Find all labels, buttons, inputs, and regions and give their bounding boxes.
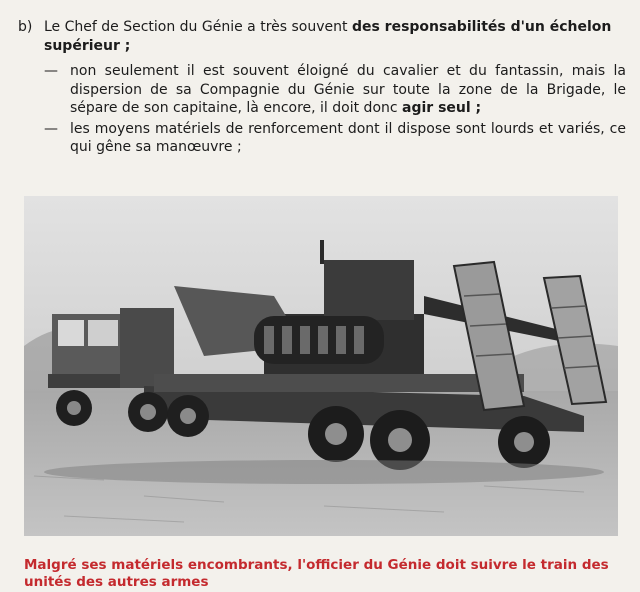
bullet-text: les moyens matériels de renforcement dont il dispose sont lourds et variés, ce qui gêne sa manœuvre ; [70,120,626,155]
paragraph-b-body [44,18,626,56]
photo-caption: Malgré ses matériels encombrants, l'officier du Génie doit suivre le train des unités des autres armes [24,557,609,590]
paragraph-b-emphasis: des responsabilités d'un échelon supérieur ; [44,19,612,54]
paragraph-b-text: Le Chef de Section du Génie a très souvent [44,19,352,35]
bullet-text: non seulement il est souvent éloigné du cavalier et du fantassin, mais la dispersion de sa Compagnie du Génie sur toute la zone de la Brigade, le sépare de son capitaine, là encore, il doit donc [70,63,626,116]
photo-tank-transporter [24,196,618,536]
bullet-dash: — [44,120,58,137]
bullet-emphasis: agir seul ; [402,100,482,116]
list-marker-b: b) [18,19,33,35]
bullet-dash: — [44,63,58,79]
paragraph-b [18,18,626,56]
bullet-item [44,120,626,157]
photo-illustration [24,196,618,536]
bullet-item [44,62,626,118]
bullet-list [44,62,626,159]
